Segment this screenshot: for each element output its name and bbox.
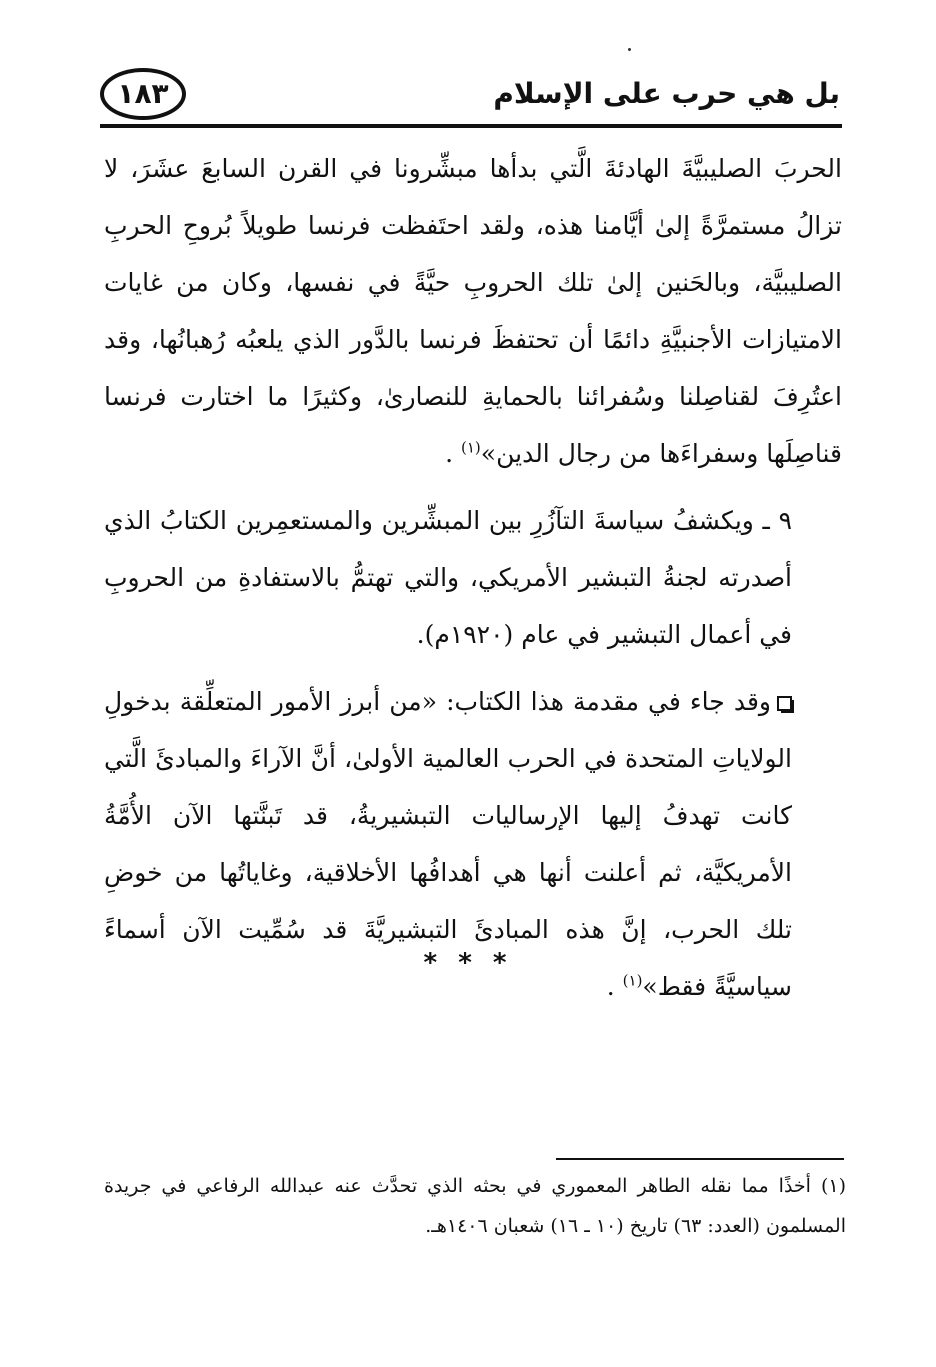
paragraph-3-end: . [606,972,623,1001]
paragraph-2 [104,492,842,663]
paragraph-1-end: . [445,439,461,468]
paragraph-2-text: ٩ ـ ويكشفُ سياسةَ التآزُرِ بين المبشِّرين والمستعمِرين الكتابُ الذي أصدرته لجنةُ التبشير الأمريكي، والتي تهتمُّ بالاستفادةِ من الحروبِ في أعمال التبشير في عام (١٩٢٠م). [104,506,792,649]
page-header [100,62,842,128]
paragraph-3-text: وقد جاء في مقدمة هذا الكتاب: «من أبرز الأمور المتعلِّقة بدخولِ الولاياتِ المتحدة في الحرب العالمية الأولىٰ، أنَّ الآراءَ والمبادئَ الَّتي كانت تهدفُ إليها الإرساليات التبشيريةُ، قد تَبنَّتها الآن الأُمَّةُ الأمريكيَّة، ثم أعلنت أنها هي أهدافُها الأخلاقية، وغاياتُها من خوضِ تلك الحرب، إنَّ هذه المبادئَ التبشيريَّةَ قد سُمِّيت الآن أسماءً سياسيَّةً فقط» [104,687,792,1001]
box-bullet-icon [777,696,792,711]
footnote-ref: (١) [622,971,643,990]
scan-speck [628,48,631,51]
header-rule [100,124,842,128]
main-text [104,140,842,1015]
paragraph-1 [104,140,842,482]
footnote-ref: (١) [461,438,481,457]
section-separator: * * * [423,948,513,978]
page-number: ١٨٣ [117,77,169,110]
footnote-rule [556,1158,844,1160]
running-title: بل هي حرب على الإسلام [493,77,840,110]
footnote-1: (١) أخذًا مما نقله الطاهر المعموري في بحثه الذي تحدَّث عنه عبدالله الرفاعي في جريدة المسلمون (العدد: ٦٣) تاريخ (١٠ ـ ١٦) شعبان ١٤٠٦هـ. [104,1175,846,1237]
paragraph-1-text: الحربَ الصليبيَّةَ الهادئةَ الَّتي بدأها مبشِّرونا في القرن السابعَ عشَرَ، لا تزالُ مستمرَّةً إلىٰ أيَّامنا هذه، ولقد احتَفظت فرنسا طويلاً بُروحِ الحربِ الصليبيَّة، وبالحَنين إلىٰ تلك الحروبِ حيَّةً في نفسها، وكان من غايات الامتيازات الأجنبيَّةِ دائمًا أن تحتفظَ فرنسا بالدَّور الذي يلعبُه رُهبانُها، وقد اعتُرِفَ لقناصِلنا وسُفرائنا بالحمايةِ للنصارىٰ، وكثيرًا ما اختارت فرنسا قناصِلَها وسفراءَها من رجال الدين» [104,154,842,468]
page-number-badge [100,68,186,120]
footnotes [104,1166,846,1246]
